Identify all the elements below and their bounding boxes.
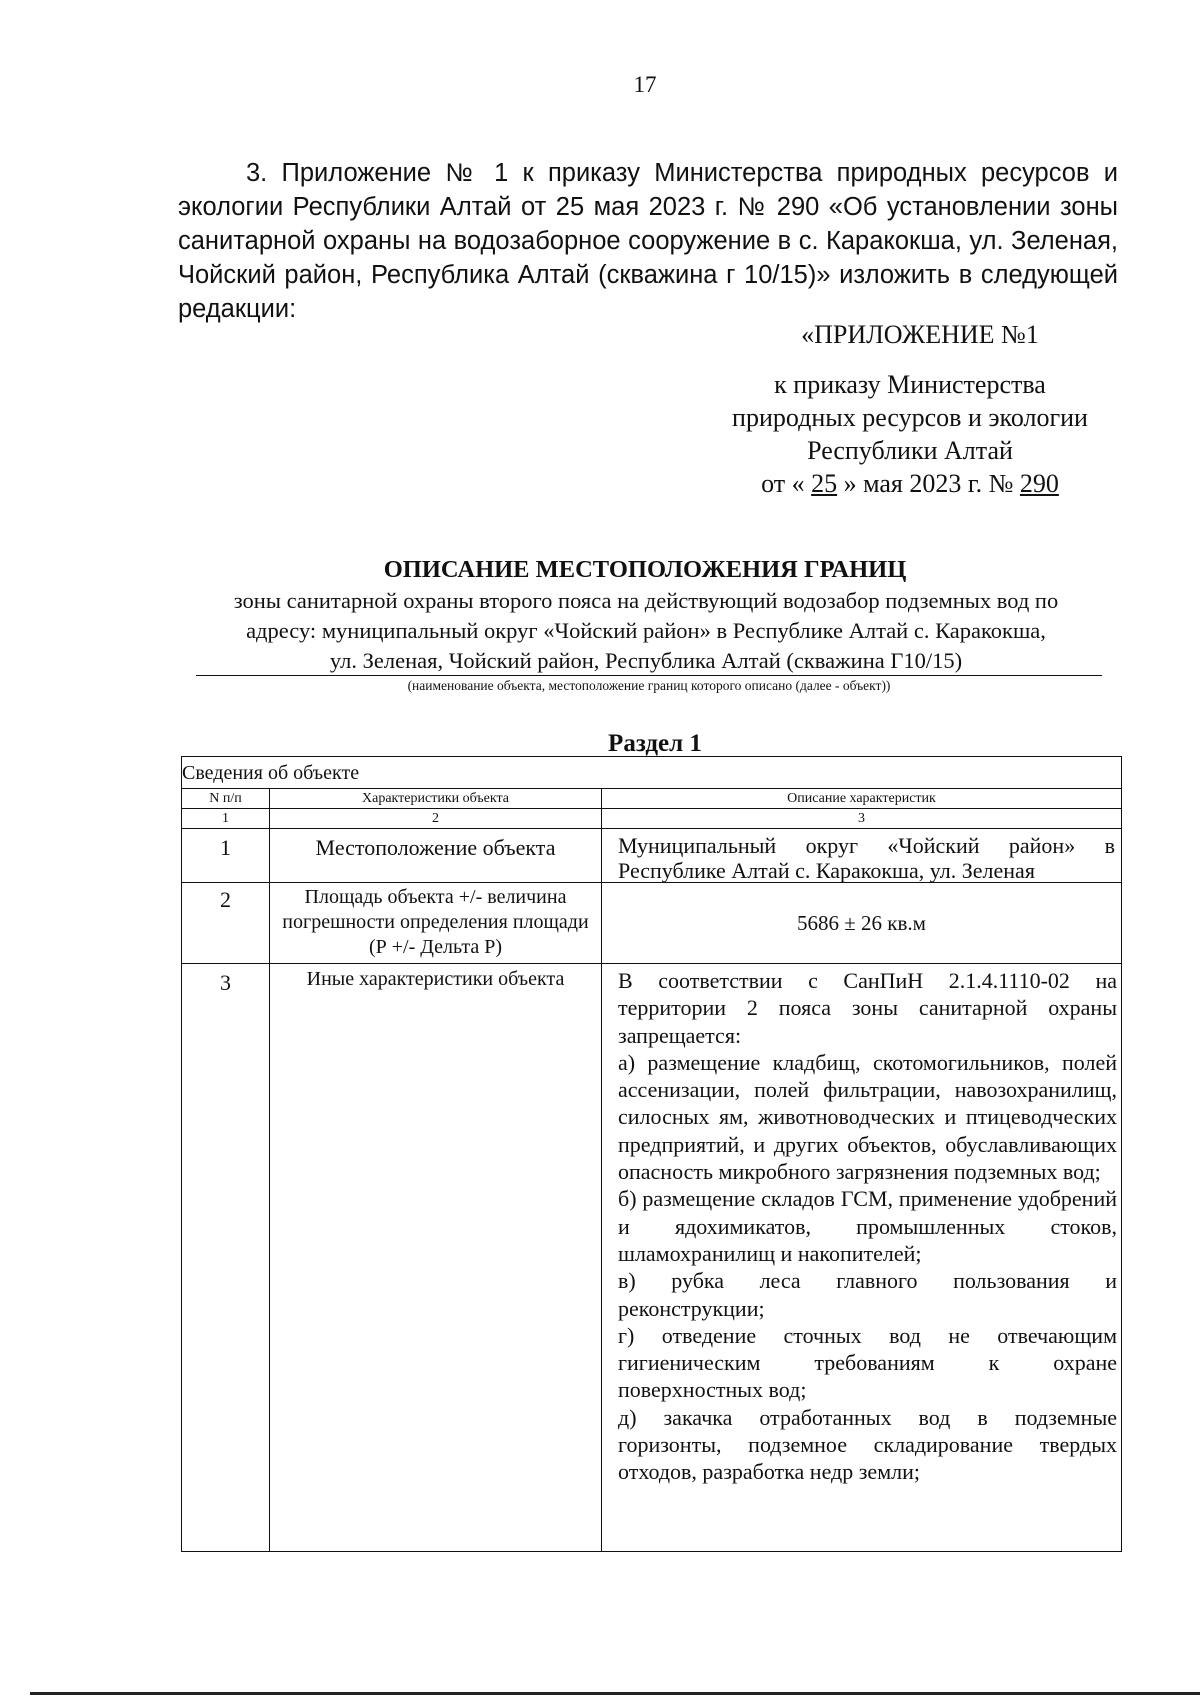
header-cell-number: N п/п — [182, 789, 270, 808]
section-title: Раздел 1 — [608, 730, 702, 757]
appendix-number: 290 — [1019, 469, 1059, 498]
document-title: ОПИСАНИЕ МЕСТОПОЛОЖЕНИЯ ГРАНИЦ — [383, 556, 907, 583]
table-caption: Сведения об объекте — [182, 757, 1121, 789]
page-bottom-edge — [30, 1692, 1200, 1695]
restriction-item-a: а) размещение кладбищ, скотомогильников, полей ассенизации, полей фильтрации, навозохранилищ, силосных ям, животноводческих и птицеводческих предприятий, и других объектов, обуславливающих опасность микробного загрязнения подземных вод; — [618, 1049, 1117, 1185]
page-number: 17 — [633, 72, 657, 97]
table-row — [182, 964, 1121, 1552]
row-description: Муниципальный округ «Чойский район» в Республике Алтай с. Каракокша, ул. Зеленая — [618, 833, 1115, 883]
column-number-1: 1 — [182, 809, 270, 828]
row-number: 3 — [182, 964, 270, 1551]
row-characteristic: Иные характеристики объекта — [270, 964, 602, 1551]
subtitle-caption: (наименование объекта, местоположение границ которого описано (далее - объект)) — [407, 678, 891, 693]
header-cell-description: Описание характеристик — [787, 791, 936, 806]
header-cell-characteristic: Характеристики объекта — [270, 789, 602, 808]
appendix-day: 25 — [811, 469, 838, 498]
row-characteristic: Местоположение объекта — [270, 829, 602, 882]
appendix-block — [700, 368, 1120, 500]
appendix-line-3: Республики Алтай — [807, 436, 1013, 465]
appendix-line-1: к приказу Министерства — [774, 370, 1046, 399]
object-info-table — [181, 756, 1122, 1552]
column-number-3: 3 — [858, 811, 865, 826]
column-number-2: 2 — [270, 809, 602, 828]
subtitle-line-1: зоны санитарной охраны второго пояса на действующий водозабор подземных вод по — [233, 588, 1059, 613]
document-subtitle — [196, 586, 1096, 676]
column-numbers-row — [182, 809, 1121, 829]
row-characteristic: Площадь объекта +/- величина погрешности определения площади (Р +/- Дельта Р) — [270, 883, 602, 963]
row-number: 2 — [182, 883, 270, 963]
appendix-line-2: природных ресурсов и экологии — [732, 403, 1088, 432]
row-description: 5686 ± 26 кв.м — [797, 910, 926, 935]
restriction-item-g: г) отведение сточных вод не отвечающим гигиеническим требованиям к охране поверхностных вод; — [618, 1322, 1117, 1403]
restriction-item-b: б) размещение складов ГСМ, применение удобрений и ядохимикатов, промышленных стоков, шламохранилищ и накопителей; — [618, 1186, 1117, 1266]
table-header-row — [182, 789, 1121, 809]
table-row — [182, 829, 1121, 883]
row-number: 1 — [182, 829, 270, 882]
subtitle-underline — [196, 675, 1102, 676]
appendix-date — [700, 467, 1120, 500]
row-description — [602, 964, 1121, 1551]
restriction-intro: В соответствии с СанПиН 2.1.4.1110-02 на территории 2 пояса зоны санитарной охраны запрещается: — [618, 968, 1117, 1048]
appendix-date-prefix: от « — [761, 469, 805, 498]
appendix-title: «ПРИЛОЖЕНИЕ №1 — [801, 320, 1039, 349]
subtitle-line-3: ул. Зеленая, Чойский район, Республика Алтай (скважина Г10/15) — [329, 648, 963, 673]
appendix-date-middle: » мая 2023 г. № — [843, 469, 1014, 498]
restriction-item-v: в) рубка леса главного пользования и реконструкции; — [618, 1268, 1117, 1321]
table-row — [182, 883, 1121, 964]
restriction-item-d: д) закачка отработанных вод в подземные горизонты, подземное складирование твердых отходов, разработка недр земли; — [618, 1404, 1117, 1485]
subtitle-line-2: адресу: муниципальный округ «Чойский район» в Республике Алтай с. Каракокша, — [246, 618, 1046, 643]
intro-paragraph: 3. Приложение № 1 к приказу Министерства природных ресурсов и экологии Республики Алтай от 25 мая 2023 г. № 290 «Об установлении зоны санитарной охраны на водозаборное сооружение в с. Каракокша, ул. Зеленая, Чойский район, Республика Алтай (скважина г 10/15)» изложить в следующей редакции: — [178, 159, 1118, 323]
